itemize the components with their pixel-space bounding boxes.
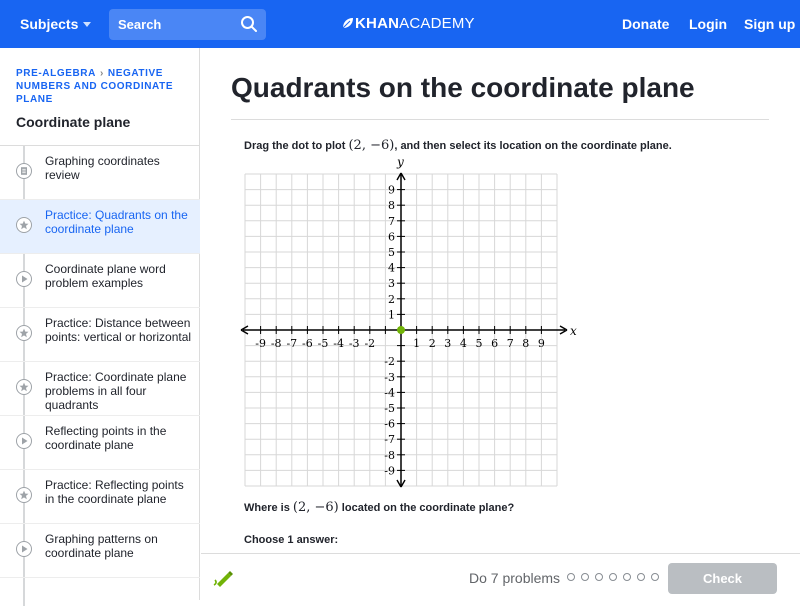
x-tick-label: -7	[286, 337, 298, 350]
y-tick-label: -8	[384, 448, 395, 462]
login-link[interactable]: Login	[689, 16, 728, 32]
y-tick-label: -2	[384, 355, 395, 369]
sidebar-item-label: Practice: Coordinate plane problems in all four quadrants	[45, 370, 187, 412]
sidebar-item[interactable]	[0, 146, 200, 200]
sidebar-item-label: Graphing coordinates review	[45, 154, 160, 182]
y-tick-label: -3	[384, 370, 395, 384]
top-navigation-bar	[0, 0, 800, 48]
logo-text-bold: KHAN	[355, 15, 400, 32]
y-tick-label: 3	[388, 277, 395, 291]
x-tick-label: -3	[348, 337, 360, 350]
exercise-content	[201, 48, 800, 553]
sidebar-item[interactable]	[0, 470, 200, 524]
progress-dot	[581, 573, 589, 581]
khan-academy-logo[interactable]	[342, 15, 475, 32]
star-icon	[16, 487, 32, 503]
instruction-text: Drag the dot to plot	[244, 140, 349, 152]
star-icon	[16, 325, 32, 341]
breadcrumb-course-link[interactable]: PRE-ALGEBRA	[16, 68, 96, 79]
progress-dots	[567, 573, 659, 581]
x-tick-label: -9	[255, 337, 266, 350]
play-icon	[16, 541, 32, 557]
y-tick-label: 4	[388, 261, 395, 275]
x-tick-label: -5	[317, 337, 329, 350]
y-tick-label: -6	[384, 417, 395, 431]
y-tick-label: 2	[388, 292, 395, 306]
sidebar-item[interactable]	[0, 200, 200, 254]
chevron-down-icon	[83, 22, 91, 27]
star-icon	[16, 217, 32, 233]
search-input[interactable]	[109, 9, 234, 40]
sidebar-item-label: Coordinate plane word problem examples	[45, 262, 166, 290]
title-divider	[231, 119, 769, 120]
sidebar-item-label: Practice: Distance between points: vertical or horizontal	[45, 316, 192, 344]
question-text-end: located on the coordinate plane?	[338, 502, 515, 514]
y-tick-label: 6	[388, 230, 395, 244]
y-tick-label: 7	[388, 214, 395, 228]
sidebar-item[interactable]	[0, 524, 200, 578]
sidebar-item-label: Reflecting points in the coordinate plane	[45, 424, 167, 452]
check-button[interactable]: Check	[668, 563, 777, 594]
x-tick-label: 4	[459, 337, 467, 350]
progress-dot	[609, 573, 617, 581]
choose-answer-label: Choose 1 answer:	[244, 534, 339, 546]
progress-dot	[567, 573, 575, 581]
breadcrumb	[16, 67, 186, 106]
scratchpad-pencil-icon[interactable]	[213, 568, 235, 588]
target-point: (2, −6)	[348, 138, 395, 153]
question-text	[244, 500, 514, 515]
sidebar-item[interactable]	[0, 308, 200, 362]
x-tick-label: 7	[506, 337, 514, 350]
sidebar-item[interactable]	[0, 254, 200, 308]
logo-text-light: ACADEMY	[399, 15, 475, 32]
breadcrumb-unit-link[interactable]: NEGATIVE NUMBERS AND COORDINATE PLANE	[16, 68, 174, 105]
coordinate-plane-graph[interactable]	[243, 155, 579, 508]
sidebar-item-label: Practice: Reflecting points in the coordinate plane	[45, 478, 184, 506]
y-tick-label: -9	[384, 464, 395, 478]
exercise-footer	[201, 553, 800, 600]
x-tick-label: 2	[428, 337, 436, 350]
progress-dot	[623, 573, 631, 581]
y-tick-label: 1	[388, 308, 395, 322]
lesson-list	[0, 146, 200, 578]
article-icon	[16, 163, 32, 179]
sidebar-item[interactable]	[0, 416, 200, 470]
sidebar-item-label: Practice: Quadrants on the coordinate plane	[45, 208, 188, 236]
sidebar-item[interactable]	[0, 362, 200, 416]
play-icon	[16, 271, 32, 287]
chevron-right-icon: ›	[99, 68, 104, 79]
question-point: (2, −6)	[292, 500, 339, 515]
x-tick-label: -8	[270, 337, 282, 350]
x-tick-label: -4	[333, 337, 344, 350]
y-tick-label: -7	[384, 433, 395, 447]
progress-label: Do 7 problems	[469, 570, 561, 586]
play-icon	[16, 433, 32, 449]
instruction-text-end: , and then select its location on the coordinate plane.	[394, 140, 672, 152]
donate-link[interactable]: Donate	[622, 16, 670, 32]
search-icon[interactable]	[240, 15, 258, 33]
subjects-menu-button[interactable]	[20, 16, 91, 32]
y-tick-label: 5	[388, 246, 395, 259]
x-tick-label: -6	[302, 337, 313, 350]
x-tick-label: 3	[444, 337, 452, 350]
x-tick-label: -2	[364, 337, 376, 350]
y-tick-label: 9	[388, 183, 395, 197]
unit-title[interactable]: Coordinate plane	[16, 114, 131, 130]
search-box[interactable]	[109, 9, 266, 40]
x-tick-label: 8	[522, 337, 530, 350]
question-text-start: Where is	[244, 502, 293, 514]
exercise-instruction	[244, 138, 672, 153]
y-tick-label: -4	[384, 386, 395, 400]
x-axis-label: x	[570, 324, 577, 338]
sidebar-item-label: Graphing patterns on coordinate plane	[45, 532, 158, 560]
y-axis-label: y	[397, 155, 404, 169]
page-title: Quadrants on the coordinate plane	[231, 72, 695, 103]
leaf-icon	[342, 17, 354, 29]
x-tick-label: 1	[413, 337, 421, 350]
subjects-label: Subjects	[20, 16, 79, 32]
unit-sidebar	[0, 48, 200, 600]
x-tick-label: 6	[491, 337, 499, 350]
progress-dot	[637, 573, 645, 581]
x-tick-label: 5	[475, 337, 483, 350]
draggable-point[interactable]	[397, 326, 405, 334]
x-tick-label: 9	[537, 337, 545, 350]
y-tick-label: -5	[384, 402, 395, 415]
star-icon	[16, 379, 32, 395]
signup-link[interactable]: Sign up	[744, 16, 796, 32]
y-tick-label: 8	[388, 199, 395, 213]
progress-dot	[595, 573, 603, 581]
progress-dot	[651, 573, 659, 581]
